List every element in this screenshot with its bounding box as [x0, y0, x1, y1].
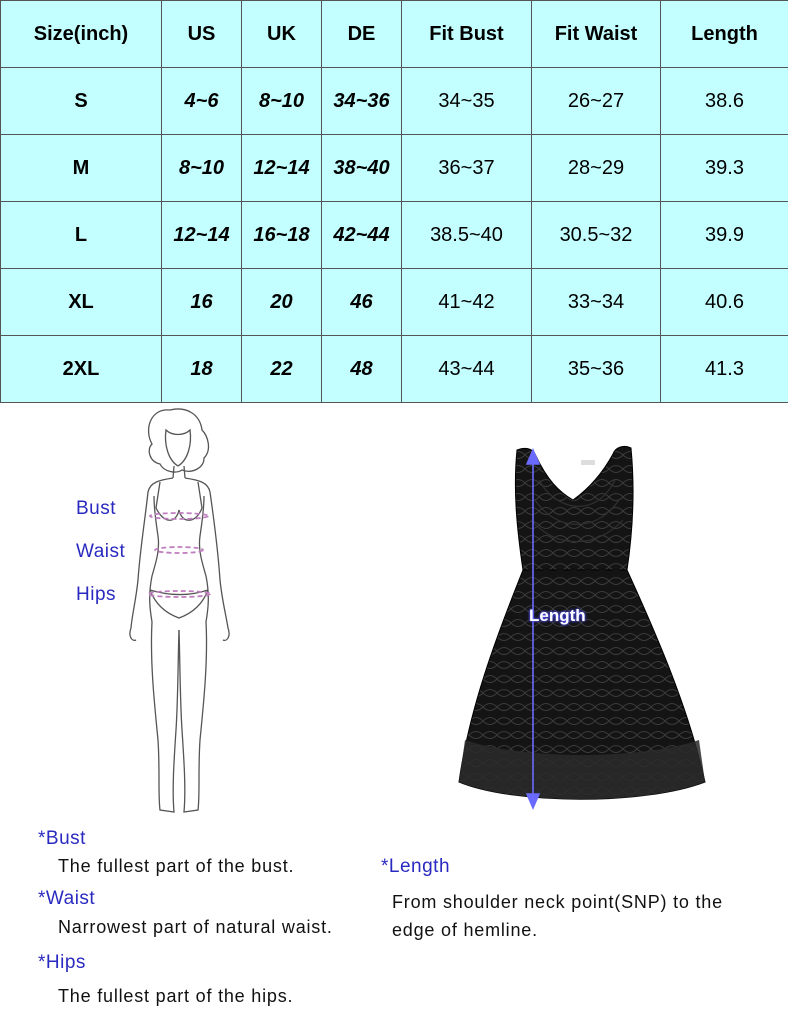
waist-label: Waist [76, 541, 126, 562]
us-cell: 18 [162, 336, 242, 403]
hips-label: Hips [76, 584, 117, 605]
length-cell: 41.3 [661, 336, 788, 403]
fit-waist-cell: 28~29 [532, 135, 661, 202]
header-de: DE [322, 1, 402, 68]
size-cell: XL [1, 269, 162, 336]
fit-bust-cell: 36~37 [402, 135, 532, 202]
header-length: Length [661, 1, 788, 68]
size-cell: L [1, 202, 162, 269]
length-note-text-1: From shoulder neck point(SNP) to the [392, 892, 723, 912]
waist-note-title: *Waist [38, 888, 96, 909]
hips-note-text: The fullest part of the hips. [58, 986, 294, 1006]
uk-cell: 22 [242, 336, 322, 403]
de-cell: 42~44 [322, 202, 402, 269]
fit-waist-cell: 30.5~32 [532, 202, 661, 269]
waist-note-text: Narrowest part of natural waist. [58, 917, 333, 937]
length-cell: 40.6 [661, 269, 788, 336]
length-cell: 39.9 [661, 202, 788, 269]
table-row [1, 68, 788, 135]
us-cell: 4~6 [162, 68, 242, 135]
size-chart-table [0, 0, 788, 403]
bust-note-title: *Bust [38, 828, 86, 849]
length-note-title: *Length [381, 856, 451, 877]
fit-bust-cell: 43~44 [402, 336, 532, 403]
length-cell: 38.6 [661, 68, 788, 135]
header-size: Size(inch) [1, 1, 162, 68]
body-measurement-figure [120, 400, 250, 830]
us-cell: 12~14 [162, 202, 242, 269]
uk-cell: 20 [242, 269, 322, 336]
header-uk: UK [242, 1, 322, 68]
fit-waist-cell: 26~27 [532, 68, 661, 135]
uk-cell: 12~14 [242, 135, 322, 202]
de-cell: 46 [322, 269, 402, 336]
header-fit-waist: Fit Waist [532, 1, 661, 68]
fit-bust-cell: 38.5~40 [402, 202, 532, 269]
header-us: US [162, 1, 242, 68]
bust-note-text: The fullest part of the bust. [58, 856, 295, 876]
fit-bust-cell: 34~35 [402, 68, 532, 135]
fit-bust-cell: 41~42 [402, 269, 532, 336]
fit-waist-cell: 33~34 [532, 269, 661, 336]
de-cell: 48 [322, 336, 402, 403]
uk-cell: 8~10 [242, 68, 322, 135]
length-note-text-2: edge of hemline. [392, 920, 538, 940]
size-cell: S [1, 68, 162, 135]
length-cell: 39.3 [661, 135, 788, 202]
size-cell: M [1, 135, 162, 202]
table-header-row [1, 1, 788, 68]
bust-label: Bust [76, 498, 117, 519]
de-cell: 34~36 [322, 68, 402, 135]
hips-note-title: *Hips [38, 952, 86, 973]
header-fit-bust: Fit Bust [402, 1, 532, 68]
table-row [1, 269, 788, 336]
length-label: Length [529, 606, 586, 625]
table-row [1, 135, 788, 202]
de-cell: 38~40 [322, 135, 402, 202]
fit-waist-cell: 35~36 [532, 336, 661, 403]
size-cell: 2XL [1, 336, 162, 403]
table-row [1, 202, 788, 269]
us-cell: 16 [162, 269, 242, 336]
uk-cell: 16~18 [242, 202, 322, 269]
us-cell: 8~10 [162, 135, 242, 202]
table-row [1, 336, 788, 403]
